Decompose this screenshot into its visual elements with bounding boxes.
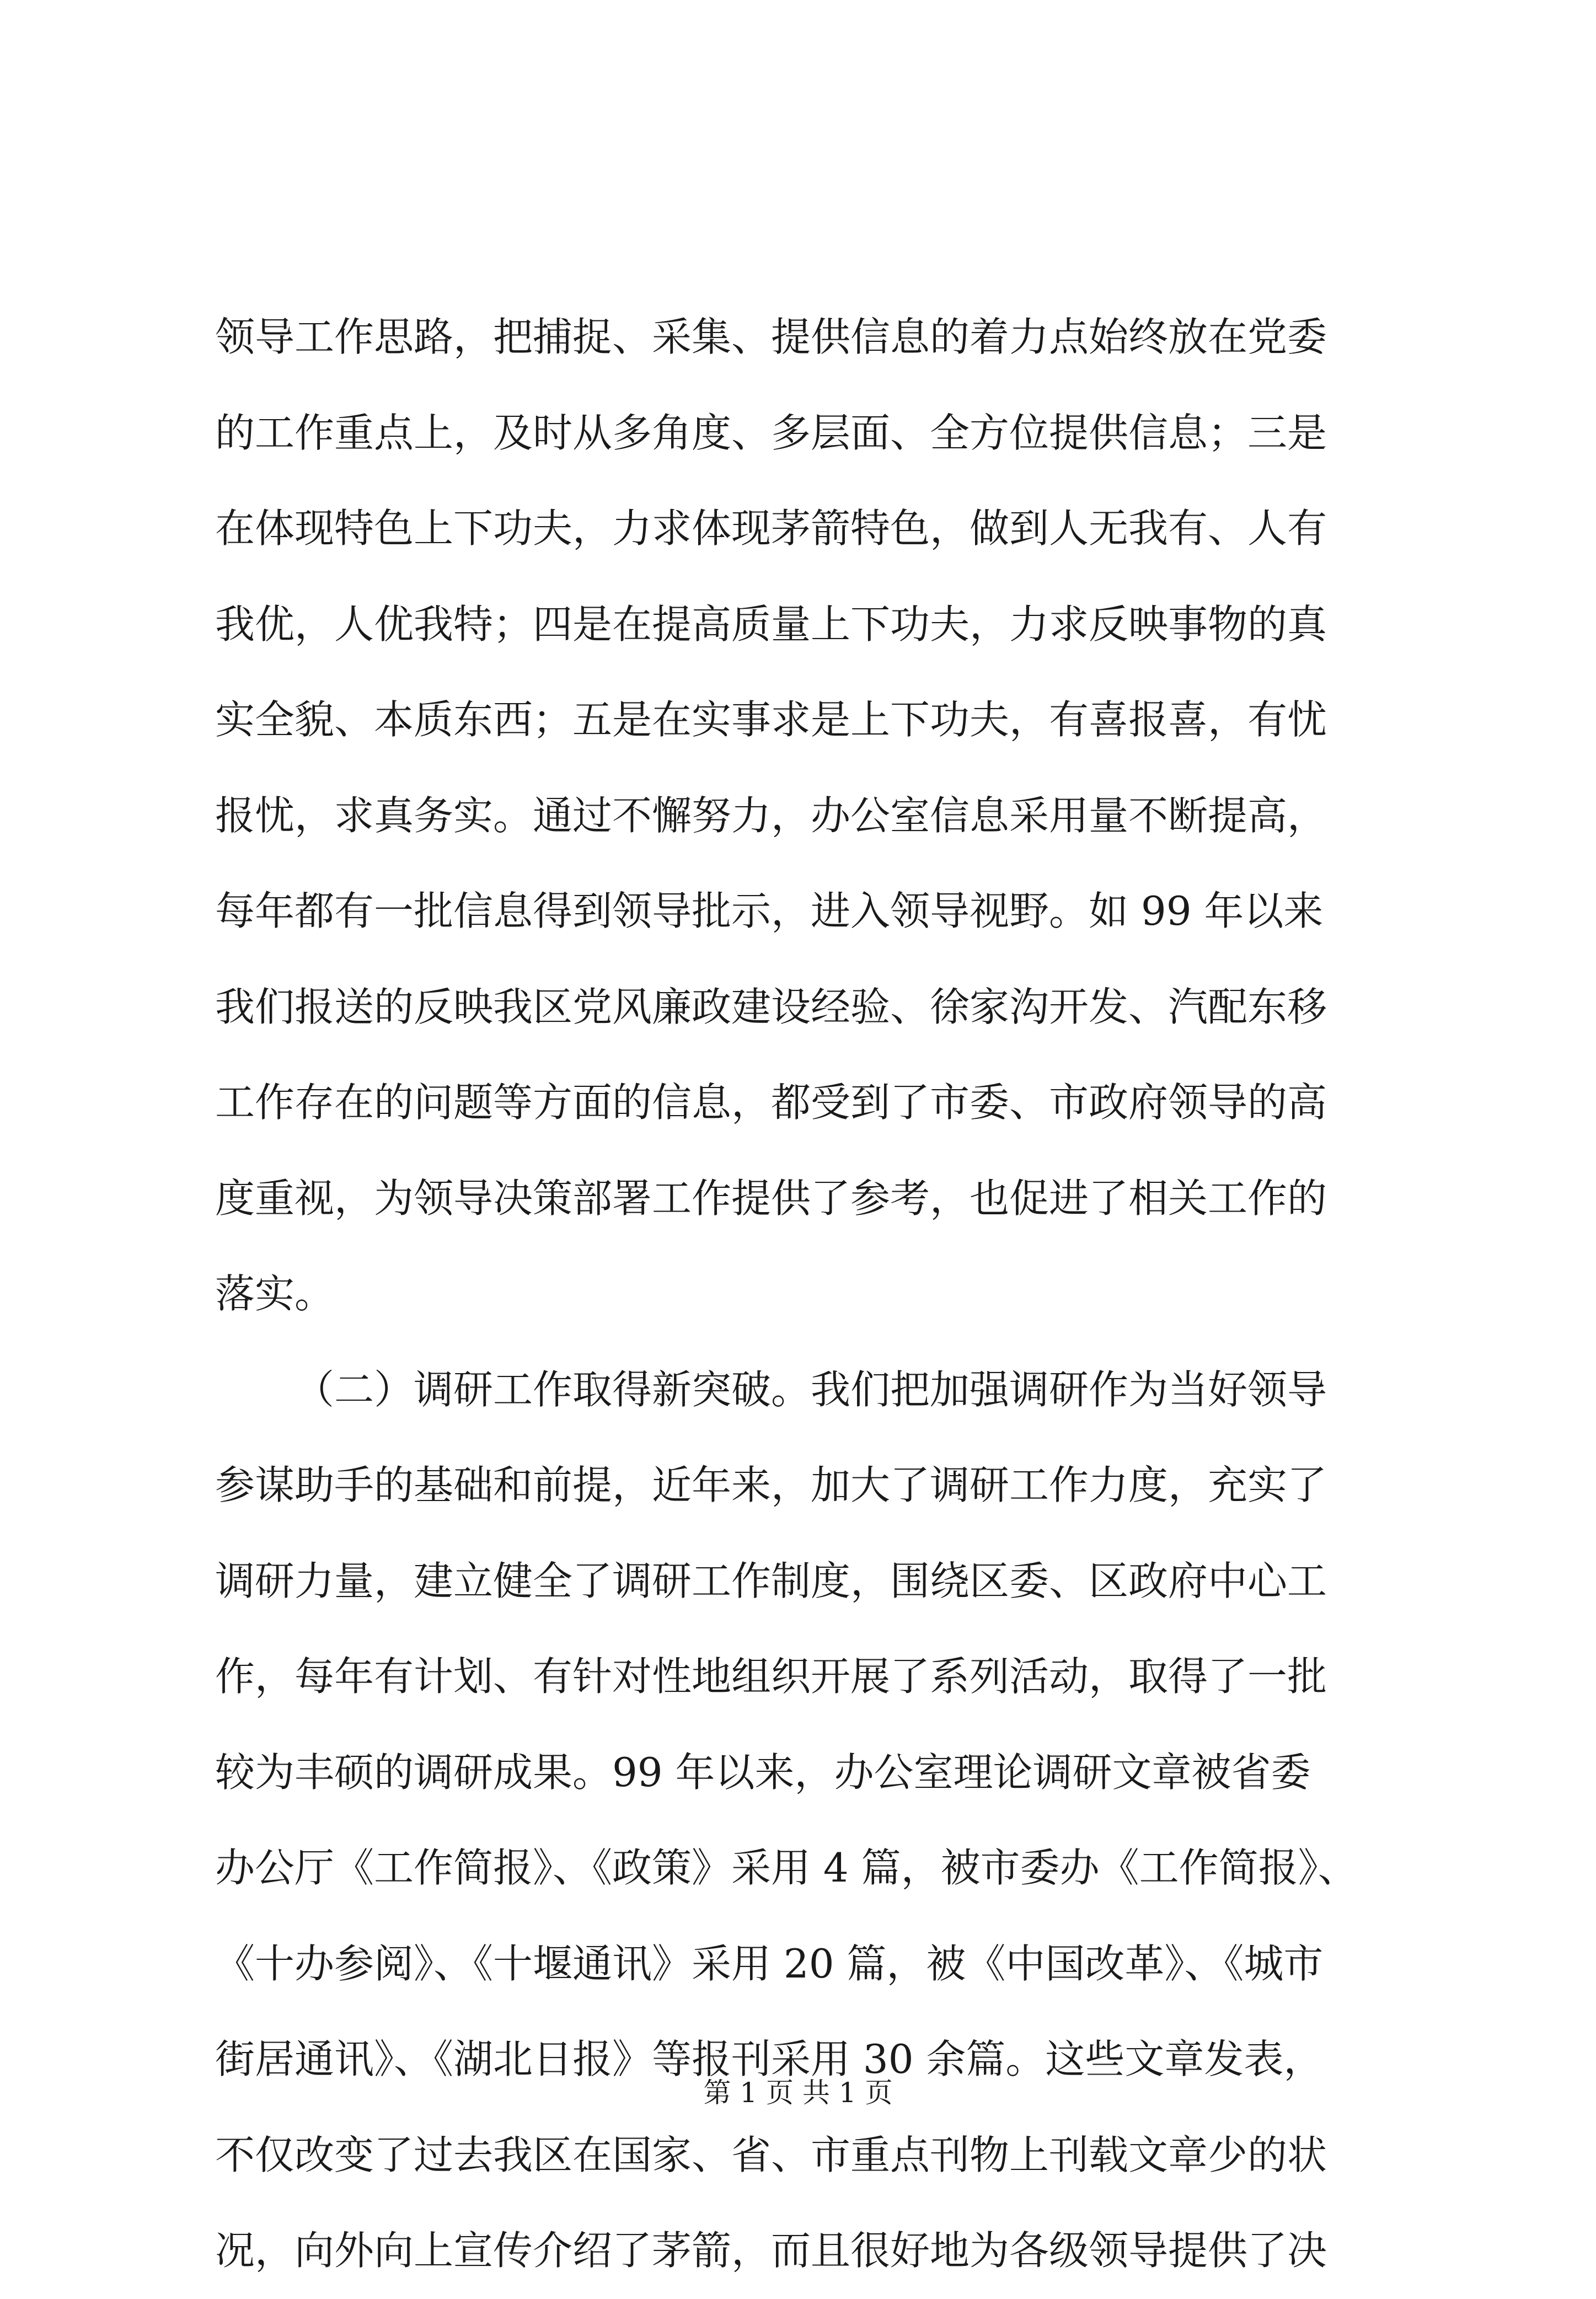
text-line: 每年都有一批信息得到领导批示，进入领导视野。如 99 年以来: [215, 888, 1324, 934]
body-text: [215, 290, 1406, 2299]
text-line: 的工作重点上，及时从多角度、多层面、全方位提供信息；三是: [215, 409, 1327, 456]
text-line: 参谋助手的基础和前提，近年来，加大了调研工作力度，充实了: [215, 1462, 1327, 1508]
text-line: 我们报送的反映我区党风廉政建设经验、徐家沟开发、汽配东移: [215, 983, 1327, 1030]
paragraph-heading-line: （二）调研工作取得新突破。我们把加强调研作为当好领导: [294, 1366, 1327, 1413]
text-line: 作，每年有计划、有针对性地组织开展了系列活动，取得了一批: [215, 1653, 1327, 1700]
text-line: 落实。: [215, 1271, 335, 1317]
text-line: 领导工作思路，把捕捉、采集、提供信息的着力点始终放在党委: [215, 314, 1327, 360]
text-line: 办公厅《工作简报》、《政策》采用 4 篇，被市委办《工作简报》、: [215, 1845, 1358, 1891]
text-line: 实全貌、本质东西；五是在实事求是上下功夫，有喜报喜，有忧: [215, 696, 1327, 743]
text-line: 不仅改变了过去我区在国家、省、市重点刊物上刊载文章少的状: [215, 2131, 1327, 2178]
text-line: 我优，人优我特；四是在提高质量上下功夫，力求反映事物的真: [215, 601, 1327, 647]
text-line: 在体现特色上下功夫，力求体现茅箭特色，做到人无我有、人有: [215, 505, 1327, 551]
page-number-footer: 第 1 页 共 1 页: [703, 2077, 893, 2109]
text-line: 报忧，求真务实。通过不懈努力，办公室信息采用量不断提高，: [215, 792, 1327, 839]
text-line: 街居通讯》、《湖北日报》等报刊采用 30 余篇。这些文章发表，: [215, 2036, 1324, 2082]
text-line: 较为丰硕的调研成果。99 年以来，办公室理论调研文章被省委: [215, 1749, 1311, 1796]
text-line: 况，向外向上宣传介绍了茅箭，而且很好地为各级领导提供了决: [215, 2227, 1327, 2274]
text-line: 工作存在的问题等方面的信息，都受到了市委、市政府领导的高: [215, 1079, 1327, 1126]
text-line: 调研力量，建立健全了调研工作制度，围绕区委、区政府中心工: [215, 1557, 1327, 1604]
text-line: 度重视，为领导决策部署工作提供了参考，也促进了相关工作的: [215, 1175, 1327, 1221]
text-line: 《十办参阅》、《十堰通讯》采用 20 篇，被《中国改革》、《城市: [215, 1940, 1324, 1987]
